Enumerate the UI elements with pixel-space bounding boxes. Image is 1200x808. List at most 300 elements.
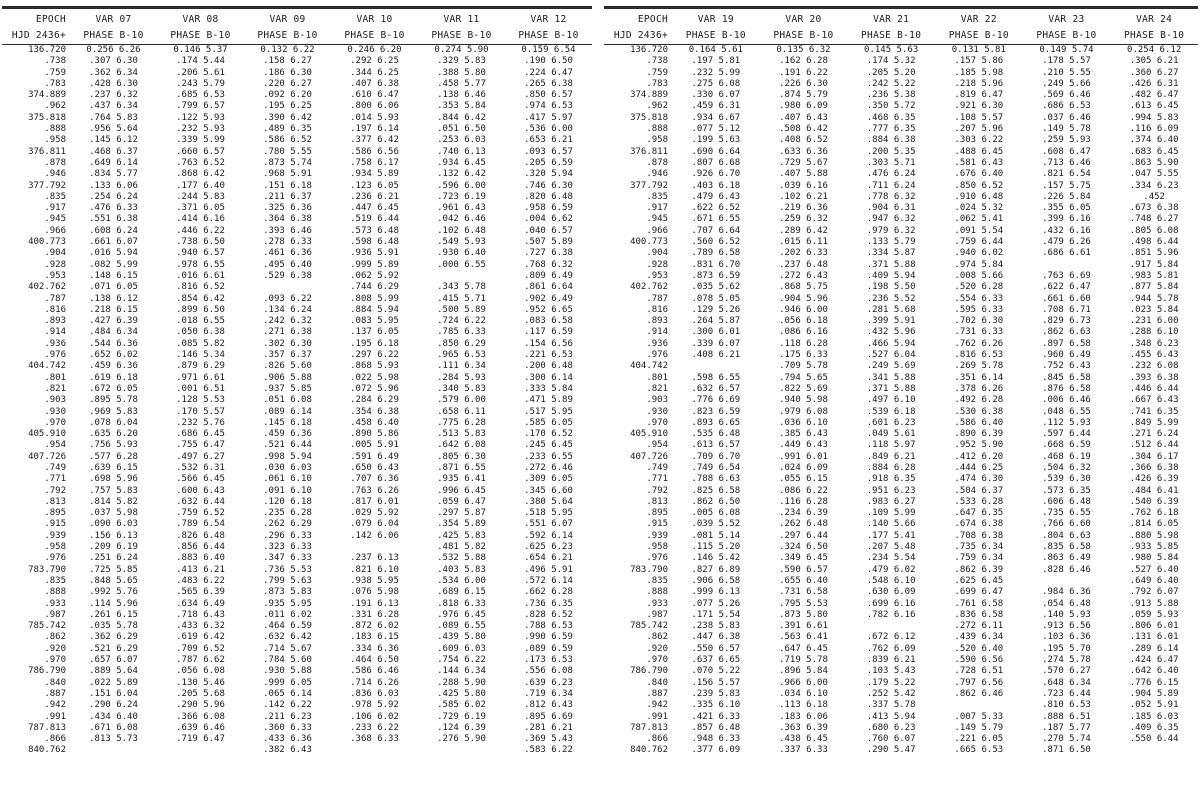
phase-mag-cell: .333 5.84 bbox=[524, 383, 573, 394]
phase-mag-cell: .613 6.45 bbox=[1129, 101, 1179, 112]
epoch-cell: 786.790 bbox=[28, 666, 66, 677]
phase-mag-cell: .024 5.32 bbox=[954, 203, 1004, 214]
phase-mag-cell: .091 5.54 bbox=[954, 225, 1004, 236]
epoch-cell: .783 bbox=[646, 78, 668, 89]
table-row bbox=[2, 587, 592, 598]
table-row bbox=[2, 282, 592, 293]
phase-mag-cell: .489 6.35 bbox=[263, 124, 312, 135]
phase-mag-cell: .884 6.28 bbox=[866, 462, 916, 473]
phase-mag-cell: .484 6.41 bbox=[1129, 485, 1179, 496]
phase-mag-cell: .343 5.78 bbox=[437, 282, 486, 293]
epoch-cell: 374.889 bbox=[630, 90, 668, 101]
phase-mag-cell: .093 6.57 bbox=[524, 146, 573, 157]
phase-mag-cell: .103 6.36 bbox=[1042, 632, 1091, 643]
epoch-cell: .917 bbox=[44, 203, 66, 214]
phase-mag-cell: .947 6.32 bbox=[866, 214, 916, 225]
phase-mag-cell: .598 6.48 bbox=[350, 237, 399, 248]
phase-mag-cell: .040 6.57 bbox=[524, 225, 573, 236]
phase-mag-cell: .377 6.42 bbox=[350, 135, 399, 146]
phase-mag-cell: .806 6.01 bbox=[1129, 621, 1179, 632]
phase-mag-cell: .052 5.91 bbox=[1129, 700, 1179, 711]
phase-mag-cell: .444 6.25 bbox=[954, 462, 1004, 473]
phase-mag-cell: .062 5.92 bbox=[350, 270, 399, 281]
phase-mag-cell: .820 6.48 bbox=[524, 191, 573, 202]
epoch-cell: 400.773 bbox=[630, 237, 668, 248]
phase-mag-cell: .625 6.23 bbox=[524, 542, 573, 553]
header-row-units bbox=[2, 27, 592, 45]
header-cell: HJD 2436+ bbox=[2, 27, 70, 45]
phase-mag-cell: .007 5.33 bbox=[954, 711, 1004, 722]
phase-mag-cell: .654 6.21 bbox=[524, 553, 573, 564]
epoch-cell: .942 bbox=[646, 700, 668, 711]
phase-mag-cell: .446 6.44 bbox=[1129, 383, 1179, 394]
phase-mag-cell: .205 6.59 bbox=[524, 157, 573, 168]
epoch-cell: .783 bbox=[44, 78, 66, 89]
epoch-cell: 376.811 bbox=[28, 146, 66, 157]
table-row bbox=[2, 395, 592, 406]
phase-mag-cell: .081 5.14 bbox=[691, 530, 741, 541]
epoch-cell: 786.790 bbox=[630, 666, 668, 677]
phase-mag-cell: .399 5.91 bbox=[866, 316, 916, 327]
epoch-cell: .920 bbox=[646, 643, 668, 654]
phase-mag-cell: .048 6.55 bbox=[1042, 406, 1091, 417]
phase-mag-cell: .817 6.01 bbox=[350, 496, 399, 507]
phase-mag-cell bbox=[418, 745, 505, 756]
epoch-cell: 783.790 bbox=[630, 564, 668, 575]
epoch-cell: .738 bbox=[646, 56, 668, 67]
epoch-cell: .958 bbox=[646, 542, 668, 553]
phase-mag-cell: .968 5.91 bbox=[263, 169, 312, 180]
table-row bbox=[604, 463, 1198, 474]
phase-mag-cell: .895 6.69 bbox=[524, 711, 573, 722]
phase-mag-cell: .591 6.49 bbox=[350, 451, 399, 462]
table-row bbox=[604, 407, 1198, 418]
phase-mag-cell: .102 6.48 bbox=[437, 225, 486, 236]
phase-mag-cell: .272 6.11 bbox=[954, 621, 1004, 632]
phase-mag-cell: .979 6.08 bbox=[779, 406, 828, 417]
phase-mag-cell: .272 6.46 bbox=[524, 462, 573, 473]
phase-mag-cell: .896 5.84 bbox=[779, 666, 828, 677]
table-row bbox=[604, 745, 1198, 756]
epoch-cell: .771 bbox=[44, 474, 66, 485]
phase-mag-cell bbox=[672, 361, 760, 372]
phase-mag-cell: .232 5.76 bbox=[176, 417, 225, 428]
table-row bbox=[604, 723, 1198, 734]
phase-mag-cell: .138 6.46 bbox=[437, 90, 486, 101]
phase-mag-cell: .776 6.69 bbox=[691, 395, 741, 406]
phase-mag-cell: .438 6.45 bbox=[779, 734, 828, 745]
phase-mag-cell: .563 6.41 bbox=[779, 632, 828, 643]
phase-mag-cell bbox=[157, 745, 244, 756]
epoch-cell: 376.811 bbox=[630, 146, 668, 157]
phase-mag-cell: .191 6.13 bbox=[350, 598, 399, 609]
table-row bbox=[604, 79, 1198, 90]
phase-mag-cell: .016 5.94 bbox=[89, 248, 138, 259]
phase-mag-cell: 0.146 5.37 bbox=[173, 45, 228, 55]
phase-mag-cell: .512 6.44 bbox=[1129, 440, 1179, 451]
phase-mag-cell: .290 5.96 bbox=[176, 700, 225, 711]
phase-mag-cell: .969 5.83 bbox=[89, 406, 138, 417]
phase-mag-cell: .426 6.39 bbox=[1129, 474, 1179, 485]
phase-mag-cell: .685 6.53 bbox=[176, 90, 225, 101]
phase-mag-cell: .202 6.33 bbox=[779, 248, 828, 259]
phase-mag-cell: .862 6.39 bbox=[954, 564, 1004, 575]
phase-mag-cell: .825 6.58 bbox=[691, 485, 741, 496]
phase-mag-cell: .598 6.55 bbox=[691, 372, 741, 383]
header-row-units bbox=[604, 27, 1198, 45]
table-row bbox=[2, 124, 592, 135]
phase-mag-cell: .156 5.57 bbox=[691, 677, 741, 688]
phase-mag-cell: .759 6.52 bbox=[176, 508, 225, 519]
phase-mag-cell: .519 6.44 bbox=[350, 214, 399, 225]
epoch-cell: .840 bbox=[646, 677, 668, 688]
phase-mag-cell: .534 6.00 bbox=[437, 575, 486, 586]
table-row bbox=[604, 237, 1198, 248]
phase-mag-cell: .484 6.34 bbox=[89, 327, 138, 338]
epoch-cell: .835 bbox=[44, 191, 66, 202]
epoch-cell: 787.813 bbox=[630, 722, 668, 733]
phase-mag-cell: .844 6.42 bbox=[437, 112, 486, 123]
phase-mag-cell: .702 6.30 bbox=[954, 316, 1004, 327]
phase-mag-cell: .284 5.93 bbox=[437, 372, 486, 383]
phase-mag-cell: .071 6.05 bbox=[89, 282, 138, 293]
table-row bbox=[604, 192, 1198, 203]
phase-mag-cell: .667 6.43 bbox=[1129, 395, 1179, 406]
phase-mag-cell: .297 5.87 bbox=[437, 508, 486, 519]
epoch-cell: .933 bbox=[44, 598, 66, 609]
phase-mag-cell: .156 6.13 bbox=[89, 530, 138, 541]
phase-mag-cell: .713 6.46 bbox=[1042, 157, 1091, 168]
phase-mag-cell: .199 5.63 bbox=[691, 135, 741, 146]
header-cell: VAR 07 bbox=[95, 14, 132, 25]
phase-mag-cell: .162 6.28 bbox=[779, 56, 828, 67]
phase-mag-cell: .814 6.05 bbox=[1129, 519, 1179, 530]
phase-mag-cell: .479 6.43 bbox=[691, 191, 741, 202]
phase-mag-cell: .497 6.10 bbox=[866, 395, 916, 406]
phase-mag-cell: .056 6.18 bbox=[779, 316, 828, 327]
epoch-cell: .738 bbox=[44, 56, 66, 67]
phase-mag-cell: .018 6.55 bbox=[176, 316, 225, 327]
phase-mag-cell: .539 6.30 bbox=[1042, 474, 1091, 485]
table-row bbox=[604, 689, 1198, 700]
phase-mag-cell: .086 6.16 bbox=[779, 327, 828, 338]
table-row bbox=[2, 745, 592, 756]
phase-mag-cell: .889 5.64 bbox=[89, 666, 138, 677]
phase-mag-cell: .850 6.52 bbox=[954, 180, 1004, 191]
phase-mag-cell: .655 6.40 bbox=[779, 575, 828, 586]
table-row bbox=[604, 135, 1198, 146]
table-row bbox=[604, 474, 1198, 485]
phase-mag-cell: .078 5.05 bbox=[691, 293, 741, 304]
top-rule bbox=[2, 6, 592, 9]
phase-mag-cell: .183 6.15 bbox=[350, 632, 399, 643]
phase-mag-cell: .488 6.45 bbox=[954, 146, 1004, 157]
phase-mag-cell: .880 5.98 bbox=[1129, 530, 1179, 541]
phase-mag-cell: .862 6.50 bbox=[691, 496, 741, 507]
phase-mag-cell: .668 6.59 bbox=[1042, 440, 1091, 451]
phase-mag-cell: .934 6.45 bbox=[437, 157, 486, 168]
top-rule bbox=[604, 6, 1198, 9]
phase-mag-cell: .665 6.53 bbox=[954, 745, 1004, 756]
phase-mag-cell: .500 5.89 bbox=[437, 304, 486, 315]
phase-mag-cell: .718 6.43 bbox=[176, 609, 225, 620]
epoch-cell: .904 bbox=[44, 248, 66, 259]
phase-mag-cell: .116 6.28 bbox=[779, 496, 828, 507]
phase-mag-cell: .744 6.29 bbox=[350, 282, 399, 293]
header-cell: PHASE B-10 bbox=[1110, 27, 1198, 45]
epoch-cell: .915 bbox=[44, 519, 66, 530]
epoch-cell: .866 bbox=[44, 734, 66, 745]
phase-mag-cell: .290 6.24 bbox=[89, 700, 138, 711]
phase-mag-cell: .619 6.42 bbox=[176, 632, 225, 643]
epoch-cell: .888 bbox=[44, 124, 66, 135]
phase-mag-cell: .366 6.08 bbox=[176, 711, 225, 722]
table-row bbox=[2, 497, 592, 508]
phase-mag-cell: .304 6.17 bbox=[1129, 451, 1179, 462]
phase-mag-cell: .805 6.08 bbox=[1129, 225, 1179, 236]
phase-mag-cell: .826 5.60 bbox=[263, 361, 312, 372]
phase-mag-cell: .218 6.15 bbox=[89, 304, 138, 315]
table-row bbox=[604, 576, 1198, 587]
phase-mag-cell: .595 6.33 bbox=[954, 304, 1004, 315]
phase-mag-cell: 0.246 6.20 bbox=[347, 45, 402, 55]
phase-mag-cell: .549 5.93 bbox=[437, 237, 486, 248]
phase-mag-cell: .851 5.96 bbox=[1129, 248, 1179, 259]
phase-mag-cell: .585 6.05 bbox=[524, 417, 573, 428]
epoch-cell: .970 bbox=[44, 417, 66, 428]
table-row bbox=[2, 271, 592, 282]
header-cell: VAR 20 bbox=[785, 14, 822, 25]
phase-mag-cell: .992 5.76 bbox=[89, 587, 138, 598]
phase-mag-cell: .289 6.14 bbox=[1129, 643, 1179, 654]
phase-mag-cell: .086 6.22 bbox=[779, 485, 828, 496]
phase-mag-cell: .762 6.09 bbox=[866, 643, 916, 654]
phase-mag-cell: .149 5.79 bbox=[954, 722, 1004, 733]
table-row bbox=[604, 599, 1198, 610]
phase-mag-cell: .112 5.93 bbox=[1042, 417, 1091, 428]
header-cell: EPOCH bbox=[637, 14, 668, 25]
phase-mag-cell: .590 6.56 bbox=[954, 655, 1004, 666]
phase-mag-cell: .124 6.39 bbox=[437, 722, 486, 733]
phase-mag-cell: .831 6.70 bbox=[691, 259, 741, 270]
phase-mag-cell: .145 6.12 bbox=[89, 135, 138, 146]
phase-mag-cell: .171 5.54 bbox=[691, 609, 741, 620]
phase-mag-cell: .609 6.03 bbox=[437, 643, 486, 654]
phase-mag-cell: .300 6.01 bbox=[691, 327, 741, 338]
phase-mag-cell: .539 6.18 bbox=[866, 406, 916, 417]
epoch-cell: .893 bbox=[44, 316, 66, 327]
epoch-cell: 374.889 bbox=[28, 90, 66, 101]
phase-mag-cell: .226 5.84 bbox=[1042, 191, 1091, 202]
phase-mag-cell: .862 6.46 bbox=[954, 688, 1004, 699]
phase-mag-cell: .037 6.46 bbox=[1042, 112, 1091, 123]
epoch-cell: .888 bbox=[44, 587, 66, 598]
phase-mag-cell: .521 6.29 bbox=[89, 643, 138, 654]
table-row bbox=[604, 305, 1198, 316]
phase-mag-cell: .990 6.59 bbox=[524, 632, 573, 643]
phase-mag-cell: .249 5.66 bbox=[1042, 78, 1091, 89]
phase-mag-cell: .676 6.40 bbox=[954, 169, 1004, 180]
phase-mag-cell: .761 6.58 bbox=[954, 598, 1004, 609]
phase-mag-cell: .207 5.96 bbox=[954, 124, 1004, 135]
phase-mag-cell: .784 5.60 bbox=[263, 655, 312, 666]
phase-mag-cell: .974 6.53 bbox=[524, 101, 573, 112]
epoch-cell: .801 bbox=[44, 372, 66, 383]
phase-mag-cell: .323 6.33 bbox=[263, 542, 312, 553]
phase-mag-cell: .211 6.23 bbox=[263, 711, 312, 722]
phase-mag-cell: .309 6.05 bbox=[524, 474, 573, 485]
table-row bbox=[2, 316, 592, 327]
phase-mag-cell: .812 6.43 bbox=[524, 700, 573, 711]
phase-mag-cell: .814 5.82 bbox=[89, 496, 138, 507]
phase-mag-cell: .479 6.02 bbox=[866, 564, 916, 575]
phase-mag-cell: .005 6.08 bbox=[691, 508, 741, 519]
table-row bbox=[604, 678, 1198, 689]
phase-mag-cell bbox=[1023, 576, 1111, 587]
phase-mag-cell: .129 5.26 bbox=[691, 304, 741, 315]
phase-mag-cell: .243 5.79 bbox=[176, 78, 225, 89]
phase-mag-cell: .642 6.08 bbox=[437, 440, 486, 451]
phase-mag-cell: .303 5.71 bbox=[866, 157, 916, 168]
phase-mag-cell: .219 6.36 bbox=[779, 203, 828, 214]
phase-mag-cell: .533 6.28 bbox=[954, 496, 1004, 507]
phase-mag-cell: .600 6.43 bbox=[176, 485, 225, 496]
phase-mag-cell: .265 6.38 bbox=[524, 78, 573, 89]
phase-mag-cell: .205 5.20 bbox=[866, 67, 916, 78]
phase-mag-cell: .709 5.78 bbox=[779, 361, 828, 372]
phase-mag-cell: .272 6.43 bbox=[779, 270, 828, 281]
phase-mag-cell: .934 5.89 bbox=[350, 169, 399, 180]
phase-mag-cell: .270 5.74 bbox=[1042, 734, 1091, 745]
phase-mag-cell: .195 6.25 bbox=[263, 101, 312, 112]
phase-mag-cell: .585 6.02 bbox=[437, 700, 486, 711]
phase-mag-cell: .432 5.96 bbox=[866, 327, 916, 338]
phase-mag-cell: .586 6.56 bbox=[350, 146, 399, 157]
epoch-cell: 377.792 bbox=[630, 180, 668, 191]
phase-mag-cell: .197 5.81 bbox=[691, 56, 741, 67]
phase-mag-cell: .632 6.57 bbox=[691, 383, 741, 394]
phase-mag-cell: .724 6.22 bbox=[437, 316, 486, 327]
phase-mag-cell: .449 6.43 bbox=[779, 440, 828, 451]
phase-mag-cell: .221 6.53 bbox=[524, 350, 573, 361]
table-row bbox=[604, 395, 1198, 406]
phase-mag-cell: .507 5.89 bbox=[524, 237, 573, 248]
phase-mag-cell: .965 6.53 bbox=[437, 350, 486, 361]
phase-mag-cell: .206 5.61 bbox=[176, 67, 225, 78]
epoch-cell: .888 bbox=[646, 124, 668, 135]
phase-mag-cell: .146 5.34 bbox=[176, 350, 225, 361]
table-row bbox=[604, 203, 1198, 214]
phase-mag-cell: .527 6.40 bbox=[1129, 564, 1179, 575]
phase-mag-cell: .857 6.48 bbox=[691, 722, 741, 733]
phase-mag-cell: .140 5.66 bbox=[866, 519, 916, 530]
phase-mag-cell: .999 5.89 bbox=[350, 259, 399, 270]
table-row bbox=[2, 610, 592, 621]
phase-mag-cell: .639 6.46 bbox=[176, 722, 225, 733]
phase-mag-cell: .766 6.60 bbox=[1042, 519, 1091, 530]
phase-mag-cell: .836 6.58 bbox=[954, 609, 1004, 620]
phase-mag-cell: .175 6.33 bbox=[779, 350, 828, 361]
epoch-cell: .976 bbox=[646, 553, 668, 564]
phase-mag-cell: .070 5.22 bbox=[691, 666, 741, 677]
epoch-cell: .759 bbox=[44, 67, 66, 78]
phase-mag-cell: .951 6.23 bbox=[866, 485, 916, 496]
phase-mag-cell: .610 6.47 bbox=[350, 90, 399, 101]
table-row bbox=[2, 192, 592, 203]
phase-mag-cell: .657 6.07 bbox=[89, 655, 138, 666]
phase-mag-cell: .039 6.16 bbox=[779, 180, 828, 191]
phase-mag-cell: .122 5.93 bbox=[176, 112, 225, 123]
phase-mag-cell: .994 5.83 bbox=[1129, 112, 1179, 123]
table-row bbox=[604, 124, 1198, 135]
phase-mag-cell: .808 5.99 bbox=[350, 293, 399, 304]
phase-mag-cell: .978 5.92 bbox=[350, 700, 399, 711]
phase-mag-cell bbox=[1023, 260, 1111, 271]
phase-mag-cell: .672 6.05 bbox=[89, 383, 138, 394]
epoch-cell: .991 bbox=[646, 711, 668, 722]
phase-mag-cell: .461 6.36 bbox=[263, 248, 312, 259]
phase-mag-cell: .005 5.91 bbox=[350, 440, 399, 451]
epoch-cell: .953 bbox=[44, 270, 66, 281]
table-row bbox=[604, 373, 1198, 384]
epoch-cell: 405.910 bbox=[630, 429, 668, 440]
phase-mag-cell: .244 5.83 bbox=[176, 191, 225, 202]
phase-mag-cell: .823 6.59 bbox=[691, 406, 741, 417]
table-row bbox=[2, 463, 592, 474]
phase-mag-cell: .639 6.15 bbox=[89, 462, 138, 473]
phase-mag-cell: 0.149 5.74 bbox=[1039, 45, 1094, 55]
phase-mag-cell: .902 6.49 bbox=[524, 293, 573, 304]
table-row bbox=[2, 203, 592, 214]
phase-mag-cell: .795 5.53 bbox=[779, 598, 828, 609]
phase-mag-cell: .759 6.34 bbox=[954, 553, 1004, 564]
table-row bbox=[604, 700, 1198, 711]
phase-mag-cell: .170 6.52 bbox=[524, 429, 573, 440]
phase-mag-cell: .890 6.39 bbox=[954, 429, 1004, 440]
table-row bbox=[2, 553, 592, 564]
phase-mag-cell: .672 6.12 bbox=[866, 632, 916, 643]
epoch-cell: .759 bbox=[646, 67, 668, 78]
epoch-cell: .792 bbox=[646, 485, 668, 496]
epoch-cell: .835 bbox=[646, 575, 668, 586]
phase-mag-cell: .592 6.14 bbox=[524, 530, 573, 541]
phase-mag-cell: .873 6.59 bbox=[691, 270, 741, 281]
phase-mag-cell: .183 6.06 bbox=[779, 711, 828, 722]
phase-mag-cell: .305 6.21 bbox=[1129, 56, 1179, 67]
phase-mag-cell: .698 5.96 bbox=[89, 474, 138, 485]
phase-mag-cell: .935 5.95 bbox=[263, 598, 312, 609]
phase-mag-cell: .413 5.94 bbox=[866, 711, 916, 722]
phase-mag-cell: .976 6.45 bbox=[437, 609, 486, 620]
header-cell: VAR 12 bbox=[530, 14, 567, 25]
phase-mag-cell: .425 5.83 bbox=[437, 530, 486, 541]
phase-mag-cell: .619 6.18 bbox=[89, 372, 138, 383]
table-row bbox=[604, 542, 1198, 553]
phase-mag-cell: .849 5.99 bbox=[1129, 417, 1179, 428]
phase-mag-cell: .762 6.26 bbox=[954, 338, 1004, 349]
phase-mag-cell: .023 5.84 bbox=[1129, 304, 1179, 315]
phase-mag-cell: .888 6.51 bbox=[1042, 711, 1091, 722]
phase-mag-cell: .532 5.88 bbox=[437, 553, 486, 564]
phase-mag-cell: .848 5.65 bbox=[89, 575, 138, 586]
phase-mag-cell: .432 6.16 bbox=[1042, 225, 1091, 236]
table-row bbox=[2, 350, 592, 361]
table-row bbox=[2, 45, 592, 57]
epoch-cell: .966 bbox=[44, 225, 66, 236]
phase-mag-cell: .059 5.93 bbox=[1129, 609, 1179, 620]
phase-mag-cell: .030 6.03 bbox=[263, 462, 312, 473]
phase-mag-cell: .630 6.09 bbox=[866, 587, 916, 598]
